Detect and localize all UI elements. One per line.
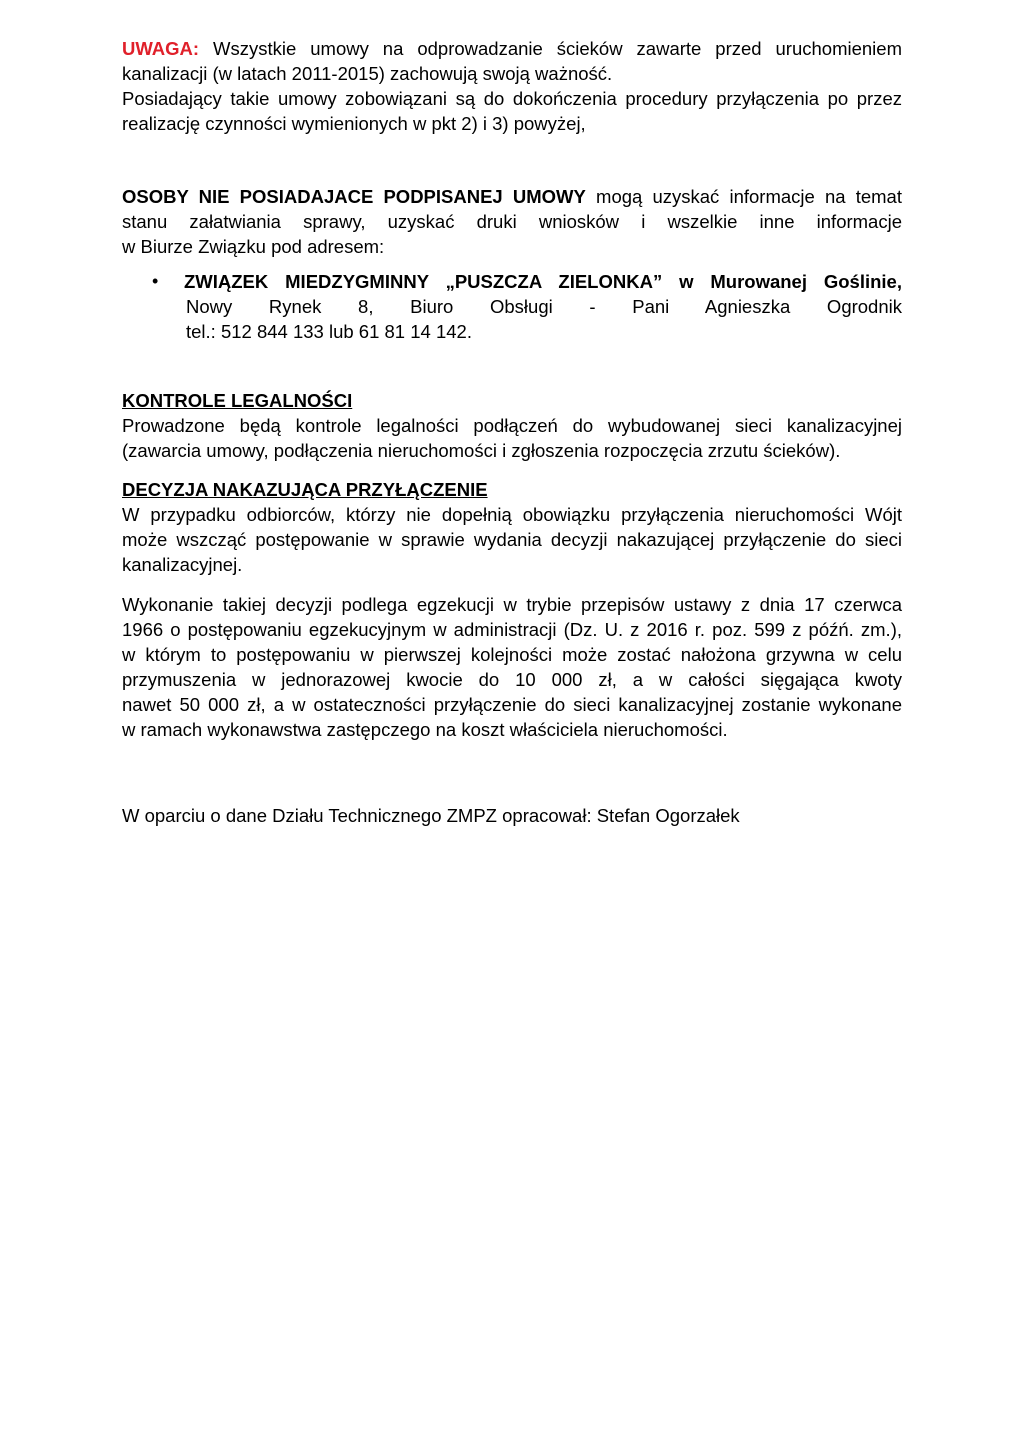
no-contract-line-1-text: mogą uzyskać informacje na temat [585, 186, 902, 207]
address-list [122, 269, 902, 344]
execution-line-1: Wykonanie takiej decyzji podlega egzekucji w trybie przepisów ustawy z dnia 17 czerwca [122, 594, 902, 615]
execution-section [122, 592, 902, 742]
decision-section [122, 477, 902, 577]
legality-line-1: Prowadzone będą kontrole legalności podłączeń do wybudowanej sieci kanalizacyjnej [122, 415, 902, 436]
address-phone: tel.: 512 844 133 lub 61 81 14 142. [186, 321, 472, 342]
no-contract-section [122, 184, 902, 259]
notice-line-4: realizację czynności wymienionych w pkt 2) i 3) powyżej, [122, 113, 586, 134]
document-page [122, 36, 902, 828]
notice-label: UWAGA: [122, 38, 200, 59]
no-contract-line-1 [122, 184, 902, 209]
notice-line-1 [122, 36, 902, 61]
no-contract-line-3: w Biurze Związku pod adresem: [122, 236, 385, 257]
execution-line-5: nawet 50 000 zł, a w ostateczności przyłączenie do sieci kanalizacyjnej zostanie wykonane [122, 694, 902, 715]
execution-line-3: w którym to postępowaniu w pierwszej kolejności może zostać nałożona grzywna w celu [122, 644, 902, 665]
decision-line-1: W przypadku odbiorców, którzy nie dopełnią obowiązku przyłączenia nieruchomości Wójt [122, 504, 902, 525]
legality-line-2: (zawarcia umowy, podłączenia nieruchomości i zgłoszenia rozpoczęcia zrzutu ścieków). [122, 440, 841, 461]
address-line-1: ZWIĄZEK MIEDZYGMINNY „PUSZCZA ZIELONKA” w Murowanej Goślinie, [184, 271, 902, 292]
notice-line-2: kanalizacji (w latach 2011-2015) zachowują swoją ważność. [122, 63, 613, 84]
address-line-2: Nowy Rynek 8, Biuro Obsługi - Pani Agnieszka Ogrodnik [186, 296, 902, 317]
execution-line-2: 1966 o postępowaniu egzekucyjnym w administracji (Dz. U. z 2016 r. poz. 599 z późń. zm.), [122, 619, 902, 640]
legality-heading: KONTROLE LEGALNOŚCI [122, 390, 353, 411]
decision-line-3: kanalizacyjnej. [122, 554, 243, 575]
footer-section [122, 803, 902, 828]
no-contract-lead: OSOBY NIE POSIADAJACE PODPISANEJ UMOWY [122, 186, 586, 207]
bullet-icon: • [152, 271, 159, 291]
notice-section [122, 36, 902, 136]
notice-line-3: Posiadający takie umowy zobowiązani są do dokończenia procedury przyłączenia po przez [122, 88, 902, 109]
no-contract-line-2: stanu załatwiania sprawy, uzyskać druki wniosków i wszelkie inne informacje [122, 211, 902, 232]
execution-line-4: przymuszenia w jednorazowej kwocie do 10 000 zł, a w całości sięgająca kwoty [122, 669, 902, 690]
decision-line-2: może wszcząć postępowanie w sprawie wydania decyzji nakazującej przyłączenie do sieci [122, 529, 902, 550]
decision-heading: DECYZJA NAKAZUJĄCA PRZYŁĄCZENIE [122, 479, 488, 500]
author-credit: W oparciu o dane Działu Technicznego ZMPZ opracował: Stefan Ogorzałek [122, 805, 740, 826]
execution-line-6: w ramach wykonawstwa zastępczego na koszt właściciela nieruchomości. [122, 719, 728, 740]
list-item [152, 269, 902, 344]
notice-line-1-text: Wszystkie umowy na odprowadzanie ścieków zawarte przed uruchomieniem [199, 38, 902, 59]
legality-section [122, 388, 902, 463]
